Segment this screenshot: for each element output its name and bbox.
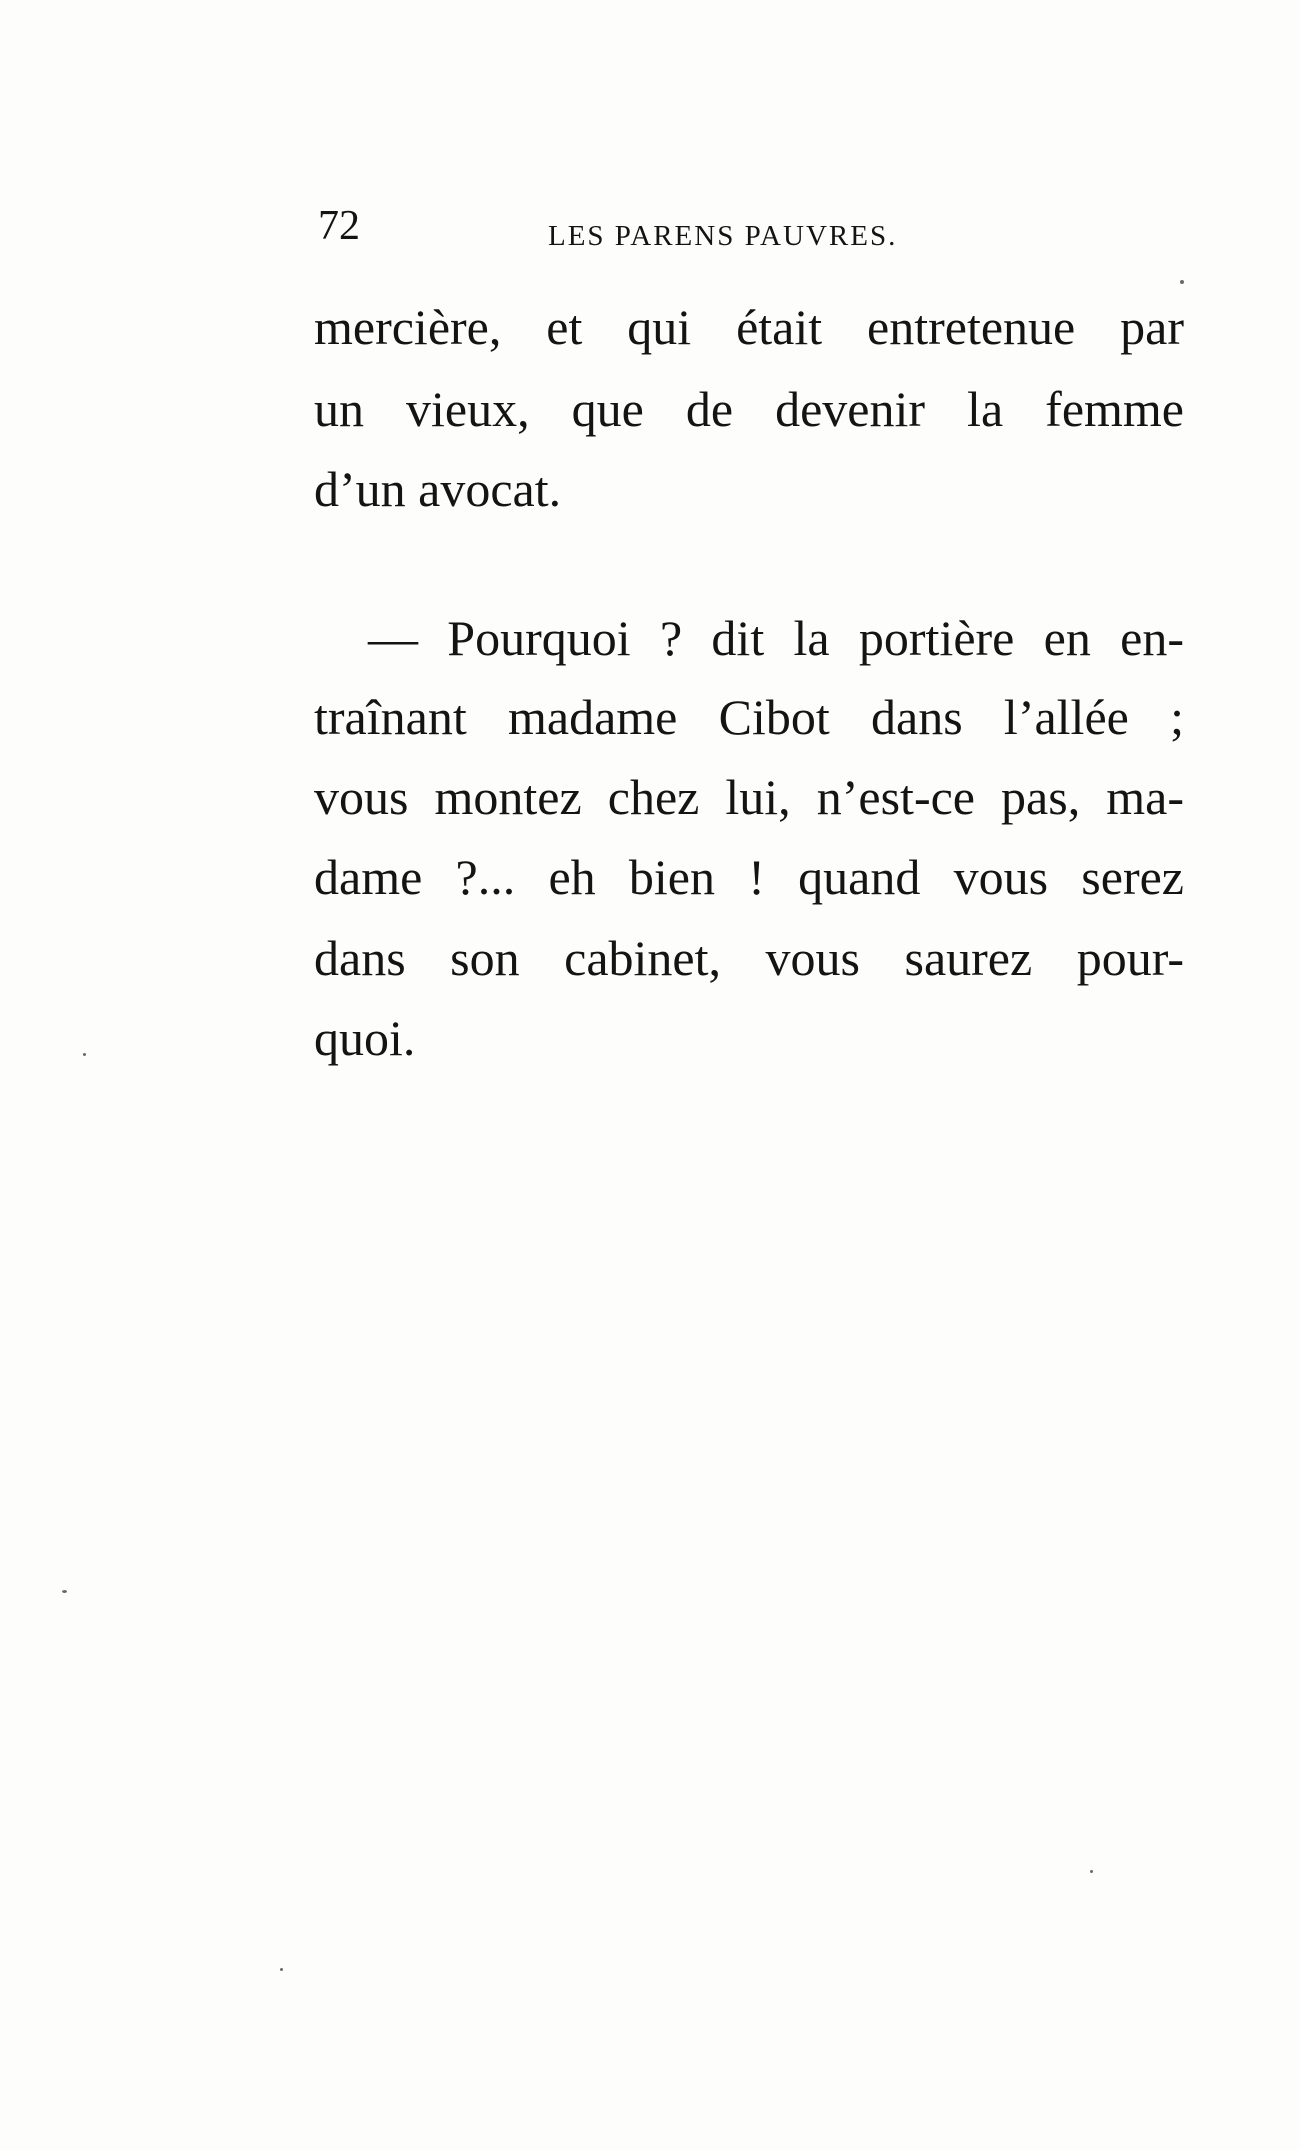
text-line: dame ?... eh bien ! quand vous serez (314, 849, 1184, 905)
scan-speck (1090, 1870, 1093, 1873)
text-line: d’un avocat. (314, 461, 562, 517)
text-line: traînant madame Cibot dans l’allée ; (314, 689, 1184, 745)
scan-speck (62, 1590, 67, 1593)
scan-speck (280, 1968, 283, 1971)
text-line: — Pourquoi ? dit la portière en en- (368, 610, 1184, 666)
running-title: LES PARENS PAUVRES. (548, 220, 898, 252)
text-line: mercière, et qui était entretenue par (314, 299, 1184, 355)
page-number: 72 (318, 203, 360, 249)
text-line: vous montez chez lui, n’est-ce pas, ma- (314, 769, 1184, 825)
scan-speck (83, 1053, 86, 1056)
text-line: un vieux, que de devenir la femme (314, 381, 1184, 437)
text-line: quoi. (314, 1010, 416, 1066)
scan-speck (1180, 280, 1184, 284)
text-line: dans son cabinet, vous saurez pour- (314, 930, 1184, 986)
